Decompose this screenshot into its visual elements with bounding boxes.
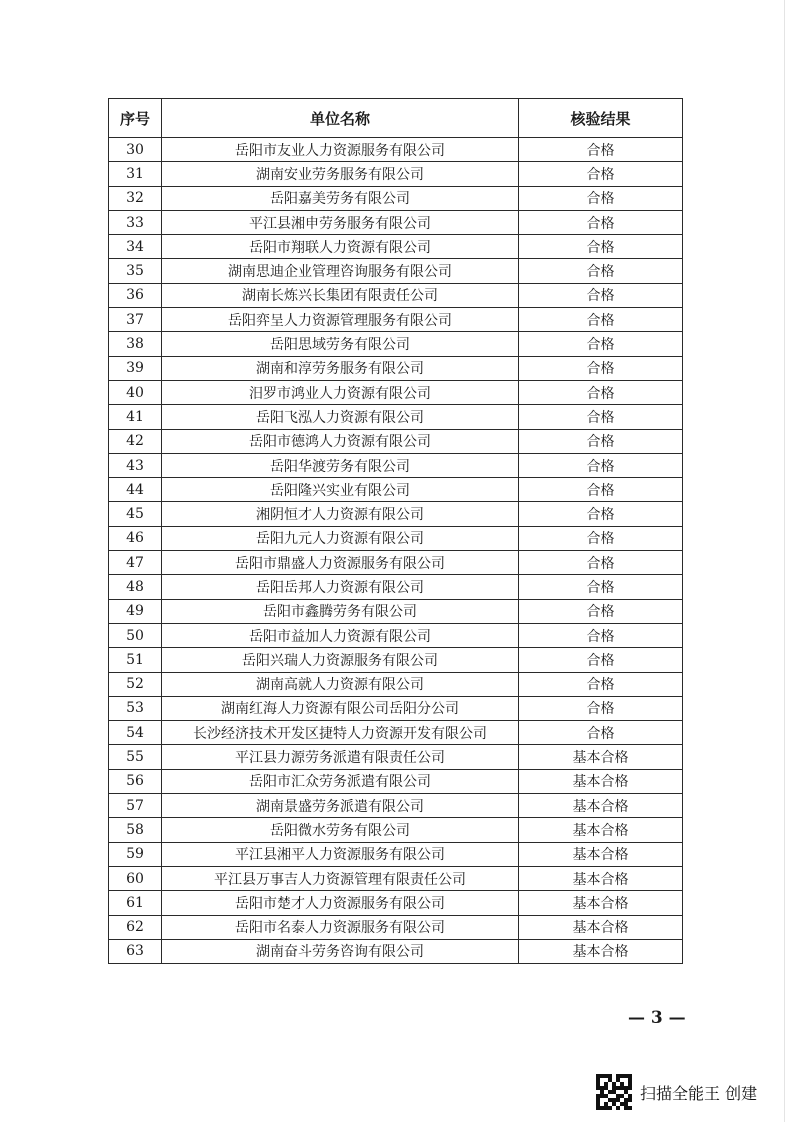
cell-seq: 53 [109, 696, 162, 720]
cell-seq: 35 [109, 259, 162, 283]
cell-unit-name: 湘阴恒才人力资源有限公司 [162, 502, 519, 526]
table-row [109, 672, 683, 696]
table-row [109, 138, 683, 162]
table-row [109, 502, 683, 526]
table-row [109, 842, 683, 866]
cell-seq: 61 [109, 891, 162, 915]
cell-seq: 52 [109, 672, 162, 696]
cell-seq: 43 [109, 453, 162, 477]
cell-unit-name: 岳阳岳邦人力资源有限公司 [162, 575, 519, 599]
cell-unit-name: 岳阳华渡劳务有限公司 [162, 453, 519, 477]
cell-result: 合格 [519, 186, 683, 210]
cell-result: 合格 [519, 526, 683, 550]
cell-unit-name: 岳阳隆兴实业有限公司 [162, 478, 519, 502]
cell-unit-name: 岳阳市友业人力资源服务有限公司 [162, 138, 519, 162]
cell-seq: 51 [109, 648, 162, 672]
cell-result: 合格 [519, 502, 683, 526]
cell-result: 合格 [519, 259, 683, 283]
cell-unit-name: 岳阳市鼎盛人力资源服务有限公司 [162, 551, 519, 575]
cell-result: 合格 [519, 478, 683, 502]
table-body [109, 138, 683, 964]
table-row [109, 794, 683, 818]
table-row [109, 308, 683, 332]
cell-unit-name: 长沙经济技术开发区捷特人力资源开发有限公司 [162, 721, 519, 745]
cell-seq: 63 [109, 939, 162, 963]
table-row [109, 818, 683, 842]
cell-result: 合格 [519, 672, 683, 696]
cell-unit-name: 汨罗市鸿业人力资源有限公司 [162, 380, 519, 404]
cell-seq: 34 [109, 235, 162, 259]
cell-unit-name: 岳阳市汇众劳务派遣有限公司 [162, 769, 519, 793]
table-row [109, 575, 683, 599]
cell-seq: 44 [109, 478, 162, 502]
table-row [109, 210, 683, 234]
cell-unit-name: 平江县湘申劳务服务有限公司 [162, 210, 519, 234]
table-row [109, 648, 683, 672]
cell-result: 合格 [519, 235, 683, 259]
cell-result: 合格 [519, 380, 683, 404]
cell-seq: 47 [109, 551, 162, 575]
cell-result: 合格 [519, 162, 683, 186]
cell-seq: 58 [109, 818, 162, 842]
cell-unit-name: 岳阳市翔联人力资源有限公司 [162, 235, 519, 259]
table-row [109, 623, 683, 647]
table-row [109, 332, 683, 356]
cell-seq: 36 [109, 283, 162, 307]
cell-seq: 31 [109, 162, 162, 186]
table-row [109, 453, 683, 477]
table-row [109, 599, 683, 623]
table-row [109, 186, 683, 210]
cell-seq: 54 [109, 721, 162, 745]
cell-seq: 32 [109, 186, 162, 210]
cell-unit-name: 岳阳市益加人力资源有限公司 [162, 623, 519, 647]
cell-unit-name: 岳阳九元人力资源有限公司 [162, 526, 519, 550]
cell-result: 基本合格 [519, 915, 683, 939]
verification-results-table [108, 98, 683, 964]
table-row [109, 429, 683, 453]
cell-seq: 46 [109, 526, 162, 550]
cell-seq: 40 [109, 380, 162, 404]
table-row [109, 891, 683, 915]
cell-unit-name: 湖南高就人力资源有限公司 [162, 672, 519, 696]
header-unit-name: 单位名称 [162, 99, 519, 138]
cell-seq: 49 [109, 599, 162, 623]
table-row [109, 915, 683, 939]
cell-unit-name: 湖南红海人力资源有限公司岳阳分公司 [162, 696, 519, 720]
cell-unit-name: 平江县万事吉人力资源管理有限责任公司 [162, 866, 519, 890]
cell-unit-name: 平江县力源劳务派遣有限责任公司 [162, 745, 519, 769]
table-header-row [109, 99, 683, 138]
cell-result: 合格 [519, 210, 683, 234]
table-row [109, 259, 683, 283]
table-row [109, 405, 683, 429]
cell-seq: 56 [109, 769, 162, 793]
scanner-watermark [596, 1074, 757, 1110]
cell-result: 合格 [519, 332, 683, 356]
cell-seq: 41 [109, 405, 162, 429]
cell-unit-name: 湖南和淳劳务服务有限公司 [162, 356, 519, 380]
cell-unit-name: 湖南奋斗劳务咨询有限公司 [162, 939, 519, 963]
table-row [109, 696, 683, 720]
cell-unit-name: 湖南景盛劳务派遣有限公司 [162, 794, 519, 818]
table-row [109, 235, 683, 259]
cell-seq: 37 [109, 308, 162, 332]
cell-unit-name: 湖南思迪企业管理咨询服务有限公司 [162, 259, 519, 283]
cell-unit-name: 岳阳微水劳务有限公司 [162, 818, 519, 842]
cell-seq: 30 [109, 138, 162, 162]
cell-result: 合格 [519, 405, 683, 429]
cell-unit-name: 岳阳兴瑞人力资源服务有限公司 [162, 648, 519, 672]
cell-seq: 57 [109, 794, 162, 818]
table-row [109, 478, 683, 502]
cell-unit-name: 湖南长炼兴长集团有限责任公司 [162, 283, 519, 307]
cell-seq: 45 [109, 502, 162, 526]
cell-result: 基本合格 [519, 769, 683, 793]
table-row [109, 551, 683, 575]
page-number: — 3 — [628, 1008, 686, 1028]
cell-seq: 59 [109, 842, 162, 866]
cell-unit-name: 岳阳市鑫腾劳务有限公司 [162, 599, 519, 623]
cell-result: 合格 [519, 648, 683, 672]
table-row [109, 356, 683, 380]
cell-result: 基本合格 [519, 866, 683, 890]
table-row [109, 769, 683, 793]
cell-seq: 42 [109, 429, 162, 453]
table-row [109, 283, 683, 307]
table-row [109, 380, 683, 404]
cell-unit-name: 岳阳飞泓人力资源有限公司 [162, 405, 519, 429]
cell-result: 合格 [519, 283, 683, 307]
cell-result: 基本合格 [519, 745, 683, 769]
table-row [109, 745, 683, 769]
cell-seq: 33 [109, 210, 162, 234]
cell-result: 合格 [519, 356, 683, 380]
cell-seq: 50 [109, 623, 162, 647]
table-row [109, 866, 683, 890]
table-row [109, 939, 683, 963]
cell-unit-name: 岳阳思域劳务有限公司 [162, 332, 519, 356]
cell-seq: 62 [109, 915, 162, 939]
cell-unit-name: 岳阳嘉美劳务有限公司 [162, 186, 519, 210]
cell-result: 合格 [519, 575, 683, 599]
cell-result: 合格 [519, 453, 683, 477]
table-row [109, 721, 683, 745]
cell-seq: 60 [109, 866, 162, 890]
cell-result: 基本合格 [519, 842, 683, 866]
cell-unit-name: 岳阳弈呈人力资源管理服务有限公司 [162, 308, 519, 332]
cell-result: 合格 [519, 308, 683, 332]
cell-result: 合格 [519, 429, 683, 453]
cell-result: 合格 [519, 623, 683, 647]
cell-seq: 39 [109, 356, 162, 380]
scanner-label: 扫描全能王 创建 [640, 1083, 758, 1103]
cell-result: 基本合格 [519, 891, 683, 915]
table-row [109, 526, 683, 550]
cell-unit-name: 湖南安业劳务服务有限公司 [162, 162, 519, 186]
cell-seq: 38 [109, 332, 162, 356]
cell-result: 基本合格 [519, 794, 683, 818]
cell-result: 合格 [519, 551, 683, 575]
page-edge-line [784, 0, 785, 1122]
cell-result: 基本合格 [519, 818, 683, 842]
cell-result: 合格 [519, 138, 683, 162]
cell-unit-name: 岳阳市楚才人力资源服务有限公司 [162, 891, 519, 915]
header-seq: 序号 [109, 99, 162, 138]
cell-seq: 55 [109, 745, 162, 769]
cell-result: 合格 [519, 696, 683, 720]
header-result: 核验结果 [519, 99, 683, 138]
cell-result: 合格 [519, 599, 683, 623]
cell-seq: 48 [109, 575, 162, 599]
cell-result: 基本合格 [519, 939, 683, 963]
cell-result: 合格 [519, 721, 683, 745]
cell-unit-name: 岳阳市名泰人力资源服务有限公司 [162, 915, 519, 939]
cell-unit-name: 平江县湘平人力资源服务有限公司 [162, 842, 519, 866]
table-row [109, 162, 683, 186]
qr-code-icon [596, 1074, 632, 1110]
cell-unit-name: 岳阳市德鸿人力资源有限公司 [162, 429, 519, 453]
